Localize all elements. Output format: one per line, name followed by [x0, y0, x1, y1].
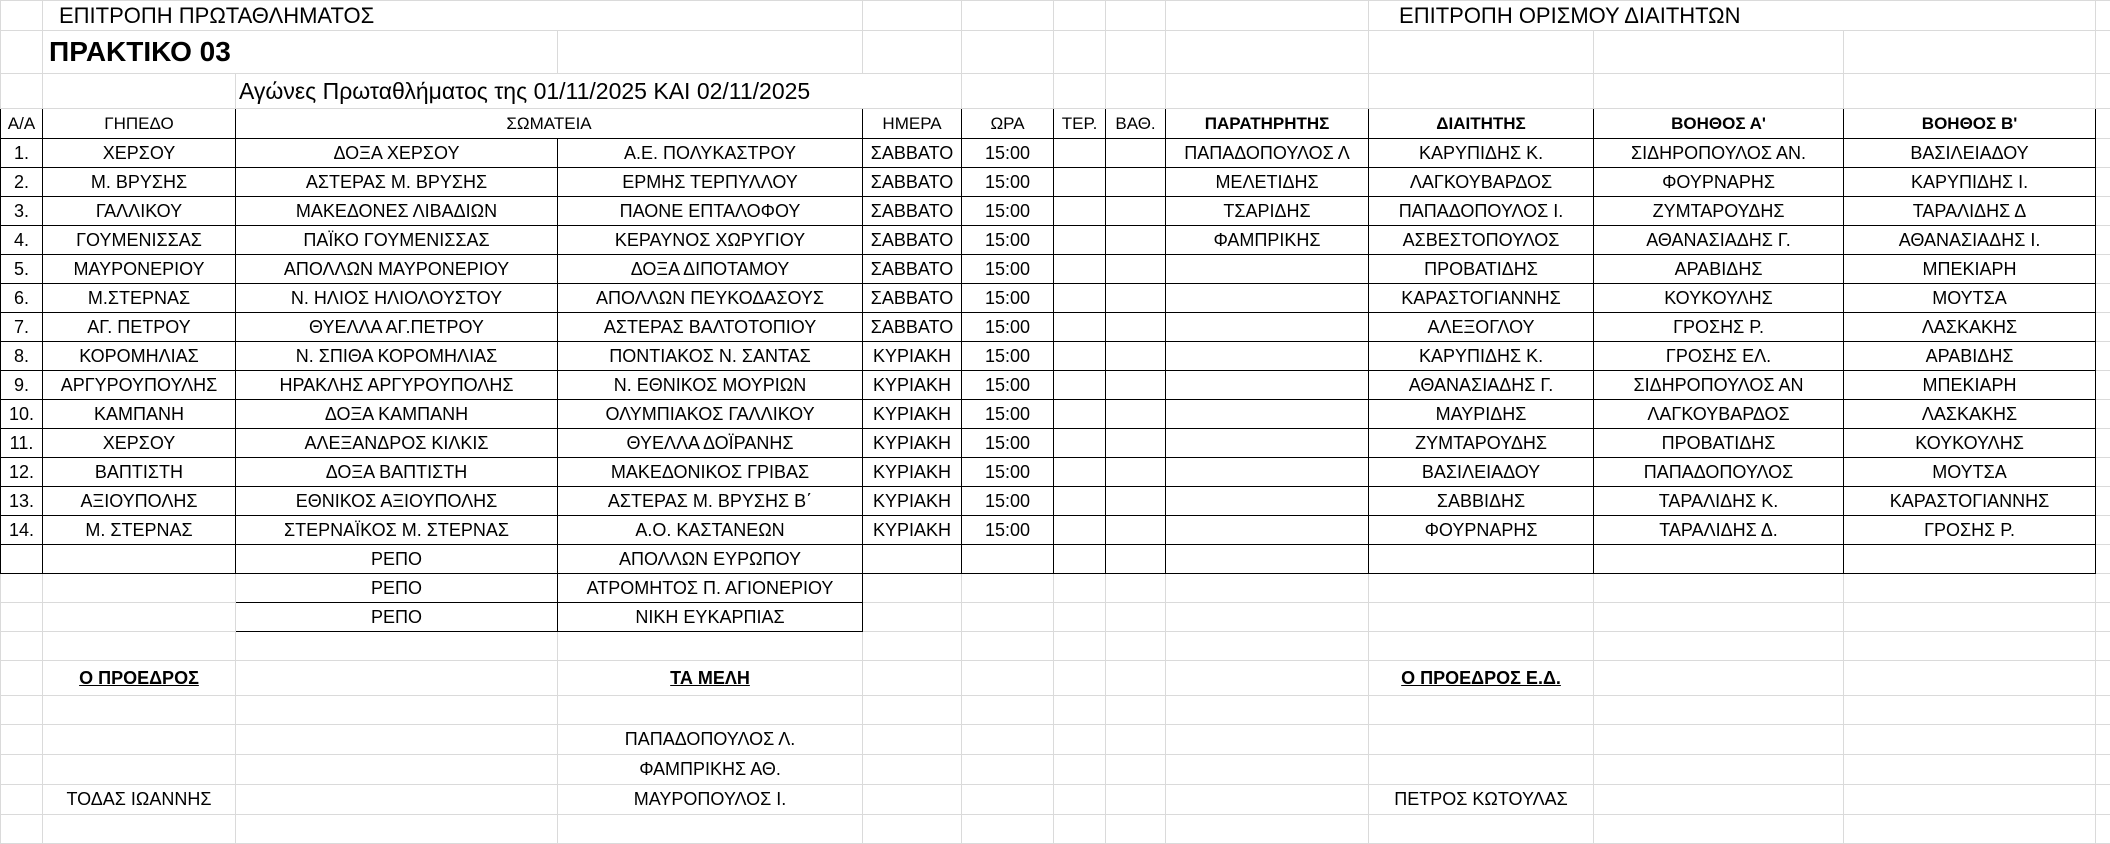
match-vath [1106, 226, 1166, 255]
match-ter [1054, 168, 1106, 197]
match-day: ΣΑΒΒΑΤΟ [863, 168, 962, 197]
col-header-venue: ΓΗΠΕΔΟ [43, 109, 236, 139]
match-day: ΚΥΡΙΑΚΗ [863, 400, 962, 429]
match-venue: ΧΕΡΣΟΥ [43, 429, 236, 458]
match-vath [1106, 168, 1166, 197]
president-ed-name: ΠΕΤΡΟΣ ΚΩΤΟΥΛΑΣ [1369, 785, 1594, 815]
match-number: 12. [1, 458, 43, 487]
match-number: 9. [1, 371, 43, 400]
match-observer: ΤΣΑΡΙΔΗΣ [1166, 197, 1369, 226]
match-venue: ΑΡΓΥΡΟΥΠΟΥΛΗΣ [43, 371, 236, 400]
repo-label: ΡΕΠΟ [236, 574, 558, 603]
col-header-time: ΩΡΑ [962, 109, 1054, 139]
match-time: 15:00 [962, 400, 1054, 429]
match-observer [1166, 429, 1369, 458]
match-vath [1106, 516, 1166, 545]
subtitle: Αγώνες Πρωταθλήματος της 01/11/2025 ΚΑΙ 02/11/2025 [236, 74, 962, 109]
match-away-club: ΠΑΟΝΕ ΕΠΤΑΛΟΦΟΥ [558, 197, 863, 226]
match-away-club: Α.Ε. ΠΟΛΥΚΑΣΤΡΟΥ [558, 139, 863, 168]
match-venue: ΚΟΡΟΜΗΛΙΑΣ [43, 342, 236, 371]
match-ter [1054, 139, 1106, 168]
match-assistant-b: ΤΑΡΑΛΙΔΗΣ Δ [1844, 197, 2096, 226]
match-time: 15:00 [962, 458, 1054, 487]
match-referee: ΑΣΒΕΣΤΟΠΟΥΛΟΣ [1369, 226, 1594, 255]
match-time: 15:00 [962, 284, 1054, 313]
match-ter [1054, 197, 1106, 226]
match-number: 8. [1, 342, 43, 371]
match-away-club: ΑΣΤΕΡΑΣ Μ. ΒΡΥΣΗΣ Β΄ [558, 487, 863, 516]
match-time: 15:00 [962, 313, 1054, 342]
match-venue: ΓΑΛΛΙΚΟΥ [43, 197, 236, 226]
match-time: 15:00 [962, 168, 1054, 197]
match-away-club: ΑΣΤΕΡΑΣ ΒΑΛΤΟΤΟΠΙΟΥ [558, 313, 863, 342]
match-observer [1166, 400, 1369, 429]
match-ter [1054, 226, 1106, 255]
table-row [1, 400, 2110, 429]
president-name: ΤΟΔΑΣ ΙΩΑΝΝΗΣ [43, 785, 236, 815]
match-vath [1106, 313, 1166, 342]
match-day: ΣΑΒΒΑΤΟ [863, 139, 962, 168]
col-header-day: ΗΜΕΡΑ [863, 109, 962, 139]
table-row [1, 284, 2110, 313]
match-vath [1106, 487, 1166, 516]
match-vath [1106, 371, 1166, 400]
table-row [1, 313, 2110, 342]
match-venue: ΑΓ. ΠΕΤΡΟΥ [43, 313, 236, 342]
match-assistant-a: ΚΟΥΚΟΥΛΗΣ [1594, 284, 1844, 313]
match-vath [1106, 458, 1166, 487]
match-ter [1054, 487, 1106, 516]
match-ter [1054, 516, 1106, 545]
match-home-club: ΣΤΕΡΝΑΪΚΟΣ Μ. ΣΤΕΡΝΑΣ [236, 516, 558, 545]
col-header-vath: ΒΑΘ. [1106, 109, 1166, 139]
match-assistant-a: ΛΑΓΚΟΥΒΑΡΔΟΣ [1594, 400, 1844, 429]
match-assistant-a: ΤΑΡΑΛΙΔΗΣ Κ. [1594, 487, 1844, 516]
repo-row [1, 603, 2110, 632]
match-ter [1054, 458, 1106, 487]
match-assistant-b: ΜΠΕΚΙΑΡΗ [1844, 255, 2096, 284]
match-assistant-b: ΜΟΥΤΣΑ [1844, 458, 2096, 487]
match-observer: ΠΑΠΑΔΟΠΟΥΛΟΣ Λ [1166, 139, 1369, 168]
match-assistant-b: ΜΟΥΤΣΑ [1844, 284, 2096, 313]
match-assistant-b: ΛΑΣΚΑΚΗΣ [1844, 400, 2096, 429]
match-away-club: ΘΥΕΛΛΑ ΔΟΪΡΑΝΗΣ [558, 429, 863, 458]
match-assistant-a: ΣΙΔΗΡΟΠΟΥΛΟΣ ΑΝ. [1594, 139, 1844, 168]
match-day: ΚΥΡΙΑΚΗ [863, 342, 962, 371]
match-day: ΚΥΡΙΑΚΗ [863, 429, 962, 458]
match-away-club: Α.Ο. ΚΑΣΤΑΝΕΩΝ [558, 516, 863, 545]
match-venue: Μ.ΣΤΕΡΝΑΣ [43, 284, 236, 313]
repo-club: ΝΙΚΗ ΕΥΚΑΡΠΙΑΣ [558, 603, 863, 632]
match-venue: ΧΕΡΣΟΥ [43, 139, 236, 168]
match-assistant-b: ΓΡΟΣΗΣ Ρ. [1844, 516, 2096, 545]
match-number: 11. [1, 429, 43, 458]
match-ter [1054, 429, 1106, 458]
match-referee: ΒΑΣΙΛΕΙΑΔΟΥ [1369, 458, 1594, 487]
match-ter [1054, 371, 1106, 400]
match-assistant-b: ΚΑΡΑΣΤΟΓΙΑΝΝΗΣ [1844, 487, 2096, 516]
table-row [1, 139, 2110, 168]
col-header-aa: Α/Α [1, 109, 43, 139]
match-assistant-b: ΑΘΑΝΑΣΙΑΔΗΣ Ι. [1844, 226, 2096, 255]
match-vath [1106, 139, 1166, 168]
table-header-row [1, 109, 2110, 139]
match-away-club: ΔΟΞΑ ΔΙΠΟΤΑΜΟΥ [558, 255, 863, 284]
match-home-club: ΑΛΕΞΑΝΔΡΟΣ ΚΙΛΚΙΣ [236, 429, 558, 458]
match-vath [1106, 284, 1166, 313]
table-row [1, 487, 2110, 516]
match-venue: ΓΟΥΜΕΝΙΣΣΑΣ [43, 226, 236, 255]
match-venue: Μ. ΣΤΕΡΝΑΣ [43, 516, 236, 545]
match-observer [1166, 255, 1369, 284]
match-day: ΣΑΒΒΑΤΟ [863, 197, 962, 226]
match-referee: ΖΥΜΤΑΡΟΥΔΗΣ [1369, 429, 1594, 458]
match-vath [1106, 255, 1166, 284]
match-time: 15:00 [962, 226, 1054, 255]
match-assistant-b: ΛΑΣΚΑΚΗΣ [1844, 313, 2096, 342]
match-number: 10. [1, 400, 43, 429]
match-referee: ΠΡΟΒΑΤΙΔΗΣ [1369, 255, 1594, 284]
match-vath [1106, 429, 1166, 458]
match-number: 2. [1, 168, 43, 197]
match-observer [1166, 371, 1369, 400]
match-away-club: Ν. ΕΘΝΙΚΟΣ ΜΟΥΡΙΩΝ [558, 371, 863, 400]
match-day: ΚΥΡΙΑΚΗ [863, 516, 962, 545]
match-observer: ΜΕΛΕΤΙΔΗΣ [1166, 168, 1369, 197]
match-assistant-a: ΖΥΜΤΑΡΟΥΔΗΣ [1594, 197, 1844, 226]
repo-label: ΡΕΠΟ [236, 545, 558, 574]
table-row [1, 197, 2110, 226]
match-time: 15:00 [962, 197, 1054, 226]
match-assistant-b: ΚΑΡΥΠΙΔΗΣ Ι. [1844, 168, 2096, 197]
members-label: ΤΑ ΜΕΛΗ [558, 661, 863, 696]
president-label: Ο ΠΡΟΕΔΡΟΣ [43, 661, 236, 696]
match-home-club: ΔΟΞΑ ΧΕΡΣΟΥ [236, 139, 558, 168]
match-referee: ΚΑΡΥΠΙΔΗΣ Κ. [1369, 342, 1594, 371]
match-venue: ΒΑΠΤΙΣΤΗ [43, 458, 236, 487]
match-assistant-a: ΠΑΠΑΔΟΠΟΥΛΟΣ [1594, 458, 1844, 487]
table-row [1, 255, 2110, 284]
match-assistant-a: ΠΡΟΒΑΤΙΔΗΣ [1594, 429, 1844, 458]
match-ter [1054, 255, 1106, 284]
match-observer: ΦΑΜΠΡΙΚΗΣ [1166, 226, 1369, 255]
match-assistant-a: ΓΡΟΣΗΣ Ρ. [1594, 313, 1844, 342]
match-assistant-a: ΑΡΑΒΙΔΗΣ [1594, 255, 1844, 284]
match-away-club: ΑΠΟΛΛΩΝ ΠΕΥΚΟΔΑΣΟΥΣ [558, 284, 863, 313]
match-day: ΣΑΒΒΑΤΟ [863, 226, 962, 255]
match-day: ΣΑΒΒΑΤΟ [863, 284, 962, 313]
match-referee: ΣΑΒΒΙΔΗΣ [1369, 487, 1594, 516]
match-number: 6. [1, 284, 43, 313]
match-time: 15:00 [962, 516, 1054, 545]
match-away-club: ΟΛΥΜΠΙΑΚΟΣ ΓΑΛΛΙΚΟΥ [558, 400, 863, 429]
match-observer [1166, 313, 1369, 342]
match-away-club: ΠΟΝΤΙΑΚΟΣ Ν. ΣΑΝΤΑΣ [558, 342, 863, 371]
match-referee: ΑΘΑΝΑΣΙΑΔΗΣ Γ. [1369, 371, 1594, 400]
match-home-club: ΔΟΞΑ ΚΑΜΠΑΝΗ [236, 400, 558, 429]
table-row [1, 429, 2110, 458]
match-venue: Μ. ΒΡΥΣΗΣ [43, 168, 236, 197]
match-home-club: ΜΑΚΕΔΟΝΕΣ ΛΙΒΑΔΙΩΝ [236, 197, 558, 226]
match-ter [1054, 342, 1106, 371]
match-home-club: Ν. ΗΛΙΟΣ ΗΛΙΟΛΟΥΣΤΟΥ [236, 284, 558, 313]
match-observer [1166, 284, 1369, 313]
match-observer [1166, 458, 1369, 487]
match-number: 14. [1, 516, 43, 545]
match-referee: ΠΑΠΑΔΟΠΟΥΛΟΣ Ι. [1369, 197, 1594, 226]
table-row [1, 226, 2110, 255]
match-number: 13. [1, 487, 43, 516]
col-header-ter: ΤΕΡ. [1054, 109, 1106, 139]
match-home-club: ΑΠΟΛΛΩΝ ΜΑΥΡΟΝΕΡΙΟΥ [236, 255, 558, 284]
match-assistant-b: ΚΟΥΚΟΥΛΗΣ [1844, 429, 2096, 458]
match-time: 15:00 [962, 371, 1054, 400]
member-name: ΠΑΠΑΔΟΠΟΥΛΟΣ Λ. [558, 725, 863, 755]
match-number: 7. [1, 313, 43, 342]
match-home-club: ΔΟΞΑ ΒΑΠΤΙΣΤΗ [236, 458, 558, 487]
match-away-club: ΚΕΡΑΥΝΟΣ ΧΩΡΥΓΙΟΥ [558, 226, 863, 255]
right-committee-title: ΕΠΙΤΡΟΠΗ ΟΡΙΣΜΟΥ ΔΙΑΙΤΗΤΩΝ [1369, 1, 2096, 31]
match-venue: ΚΑΜΠΑΝΗ [43, 400, 236, 429]
president-ed-label: Ο ΠΡΟΕΔΡΟΣ Ε.Δ. [1369, 661, 1594, 696]
match-number: 3. [1, 197, 43, 226]
table-row [1, 342, 2110, 371]
repo-row [1, 574, 2110, 603]
match-home-club: ΠΑΪΚΟ ΓΟΥΜΕΝΙΣΣΑΣ [236, 226, 558, 255]
col-header-observer: ΠΑΡΑΤΗΡΗΤΗΣ [1166, 109, 1369, 139]
match-home-club: ΑΣΤΕΡΑΣ Μ. ΒΡΥΣΗΣ [236, 168, 558, 197]
match-vath [1106, 342, 1166, 371]
col-header-referee: ΔΙΑΙΤΗΤΗΣ [1369, 109, 1594, 139]
repo-label: ΡΕΠΟ [236, 603, 558, 632]
match-assistant-a: ΦΟΥΡΝΑΡΗΣ [1594, 168, 1844, 197]
match-away-club: ΕΡΜΗΣ ΤΕΡΠΥΛΛΟΥ [558, 168, 863, 197]
match-number: 1. [1, 139, 43, 168]
match-assistant-a: ΣΙΔΗΡΟΠΟΥΛΟΣ ΑΝ [1594, 371, 1844, 400]
match-referee: ΑΛΕΞΟΓΛΟΥ [1369, 313, 1594, 342]
match-referee: ΜΑΥΡΙΔΗΣ [1369, 400, 1594, 429]
match-ter [1054, 313, 1106, 342]
match-time: 15:00 [962, 255, 1054, 284]
match-observer [1166, 487, 1369, 516]
match-day: ΣΑΒΒΑΤΟ [863, 255, 962, 284]
col-header-assistant-b: ΒΟΗΘΟΣ Β' [1844, 109, 2096, 139]
match-ter [1054, 284, 1106, 313]
match-time: 15:00 [962, 429, 1054, 458]
match-day: ΣΑΒΒΑΤΟ [863, 313, 962, 342]
match-venue: ΑΞΙΟΥΠΟΛΗΣ [43, 487, 236, 516]
left-committee-title: ΕΠΙΤΡΟΠΗ ΠΡΩΤΑΘΛΗΜΑΤΟΣ [43, 1, 863, 31]
match-venue: ΜΑΥΡΟΝΕΡΙΟΥ [43, 255, 236, 284]
match-home-club: ΕΘΝΙΚΟΣ ΑΞΙΟΥΠΟΛΗΣ [236, 487, 558, 516]
match-time: 15:00 [962, 139, 1054, 168]
match-day: ΚΥΡΙΑΚΗ [863, 371, 962, 400]
member-name: ΜΑΥΡΟΠΟΥΛΟΣ Ι. [558, 785, 863, 815]
match-home-club: Ν. ΣΠΙΘΑ ΚΟΡΟΜΗΛΙΑΣ [236, 342, 558, 371]
match-away-club: ΜΑΚΕΔΟΝΙΚΟΣ ΓΡΙΒΑΣ [558, 458, 863, 487]
match-day: ΚΥΡΙΑΚΗ [863, 487, 962, 516]
match-number: 4. [1, 226, 43, 255]
match-ter [1054, 400, 1106, 429]
match-home-club: ΘΥΕΛΛΑ ΑΓ.ΠΕΤΡΟΥ [236, 313, 558, 342]
match-vath [1106, 400, 1166, 429]
table-row [1, 458, 2110, 487]
repo-club: ΑΠΟΛΛΩΝ ΕΥΡΩΠΟΥ [558, 545, 863, 574]
match-day: ΚΥΡΙΑΚΗ [863, 458, 962, 487]
match-referee: ΚΑΡΥΠΙΔΗΣ Κ. [1369, 139, 1594, 168]
match-time: 15:00 [962, 487, 1054, 516]
match-home-club: ΗΡΑΚΛΗΣ ΑΡΓΥΡΟΥΠΟΛΗΣ [236, 371, 558, 400]
match-assistant-a: ΓΡΟΣΗΣ ΕΛ. [1594, 342, 1844, 371]
table-row [1, 168, 2110, 197]
match-time: 15:00 [962, 342, 1054, 371]
table-row [1, 371, 2110, 400]
match-assistant-b: ΜΠΕΚΙΑΡΗ [1844, 371, 2096, 400]
match-assistant-b: ΑΡΑΒΙΔΗΣ [1844, 342, 2096, 371]
col-header-assistant-a: ΒΟΗΘΟΣ Α' [1594, 109, 1844, 139]
match-vath [1106, 197, 1166, 226]
page-title: ΠΡΑΚΤΙΚΟ 03 [43, 31, 558, 74]
match-number: 5. [1, 255, 43, 284]
table-row [1, 516, 2110, 545]
col-header-clubs: ΣΩΜΑΤΕΙΑ [236, 109, 863, 139]
member-name: ΦΑΜΠΡΙΚΗΣ ΑΘ. [558, 755, 863, 785]
repo-club: ΑΤΡΟΜΗΤΟΣ Π. ΑΓΙΟΝΕΡΙΟΥ [558, 574, 863, 603]
repo-row [1, 545, 2110, 574]
match-observer [1166, 516, 1369, 545]
match-referee: ΚΑΡΑΣΤΟΓΙΑΝΝΗΣ [1369, 284, 1594, 313]
match-observer [1166, 342, 1369, 371]
match-assistant-a: ΤΑΡΑΛΙΔΗΣ Δ. [1594, 516, 1844, 545]
match-assistant-b: ΒΑΣΙΛΕΙΑΔΟΥ [1844, 139, 2096, 168]
match-referee: ΦΟΥΡΝΑΡΗΣ [1369, 516, 1594, 545]
match-referee: ΛΑΓΚΟΥΒΑΡΔΟΣ [1369, 168, 1594, 197]
match-assistant-a: ΑΘΑΝΑΣΙΑΔΗΣ Γ. [1594, 226, 1844, 255]
